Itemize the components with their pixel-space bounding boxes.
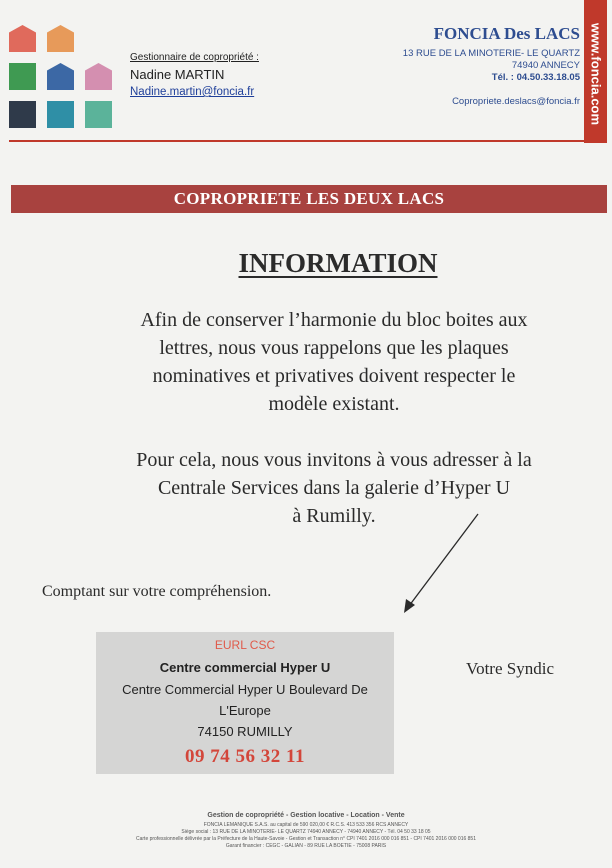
signature: Votre Syndic xyxy=(466,659,554,678)
header-divider xyxy=(9,140,585,142)
agency-address-line1: 13 RUE DE LA MINOTERIE- LE QUARTZ xyxy=(402,48,580,59)
card-name: Centre commercial Hyper U xyxy=(159,660,331,675)
text-line: Centrale Services dans la galerie d’Hyper U xyxy=(157,477,511,499)
manager-role: Gestionnaire de copropriété : xyxy=(130,52,259,63)
logo-tile xyxy=(47,101,74,128)
text-line: à Rumilly. xyxy=(292,505,376,527)
closing-text: Comptant sur votre compréhension. xyxy=(42,583,272,600)
agency-phone: Tél. : 04.50.33.18.05 xyxy=(491,72,580,83)
footer-legal-line: Siège social : 13 RUE DE LA MINOTERIE- LE QUARTZ 74940 ANNECY - 74940 ANNECY - Tél. 04 50 33 18 05 xyxy=(181,829,431,835)
agency-email[interactable]: Copropriete.deslacs@foncia.fr xyxy=(452,96,580,107)
card-address xyxy=(96,679,394,742)
logo-tile xyxy=(9,25,36,52)
text-line: Afin de conserver l’harmonie du bloc boites aux xyxy=(140,309,528,331)
paragraph-harmony xyxy=(60,306,608,418)
footer-services: Gestion de copropriété - Gestion locative - Location - Vente xyxy=(207,812,405,819)
footer-legal-line: FONCIA LEMANIQUE S.A.S. au capital de 590 020,00 € R.C.S. 413 533 356 RCS ANNECY xyxy=(203,822,409,828)
paragraph-centrale-services xyxy=(60,446,608,530)
logo-tile xyxy=(85,101,112,128)
foncia-logo xyxy=(9,25,113,129)
agency-address xyxy=(403,48,580,84)
text-line: lettres, nous vous rappelons que les plaques xyxy=(159,337,509,359)
footer xyxy=(0,812,612,850)
text-line: modèle existant. xyxy=(268,393,400,415)
logo-tile xyxy=(85,63,112,90)
website-banner xyxy=(584,0,607,143)
website-text[interactable]: www.foncia.com xyxy=(588,22,603,126)
manager-name: Nadine MARTIN xyxy=(130,67,225,82)
card-address-line: Centre Commercial Hyper U Boulevard De xyxy=(122,682,368,697)
card-phone: 09 74 56 32 11 xyxy=(185,746,305,767)
footer-legal-line: Carte professionnelle délivrée par la Préfecture de la Haute-Savoie - Gestion et Transaction n° CPI 7401 2016 000 016 851 - CPI 7401 2016 000 016 851 xyxy=(136,836,476,842)
card-company: EURL CSC xyxy=(214,638,276,652)
agency-block xyxy=(403,24,580,107)
logo-tile xyxy=(9,101,36,128)
agency-address-line2: 74940 ANNECY xyxy=(511,60,580,71)
manager-email-link[interactable]: Nadine.martin@foncia.fr xyxy=(130,86,255,98)
text-line: nominatives et privatives doivent respecter le xyxy=(152,365,516,387)
manager-block xyxy=(130,52,259,98)
logo-tile xyxy=(9,63,36,90)
footer-legal-line: Garant financier : CEGC - GALIAN - 89 RUE LA BOETIE - 75008 PARIS xyxy=(225,843,387,849)
arrow-icon xyxy=(398,510,482,616)
text-line: Pour cela, nous vous invitons à vous adresser à la xyxy=(136,449,532,471)
card-address-line: L'Europe xyxy=(219,703,271,718)
card-address-line: 74150 RUMILLY xyxy=(197,724,293,739)
copropriete-title: COPROPRIETE LES DEUX LACS xyxy=(11,185,607,213)
business-card xyxy=(96,632,394,774)
information-heading: INFORMATION xyxy=(238,248,438,278)
agency-name: FONCIA Des LACS xyxy=(433,24,580,43)
logo-tile xyxy=(47,63,74,90)
logo-tile xyxy=(47,25,74,52)
